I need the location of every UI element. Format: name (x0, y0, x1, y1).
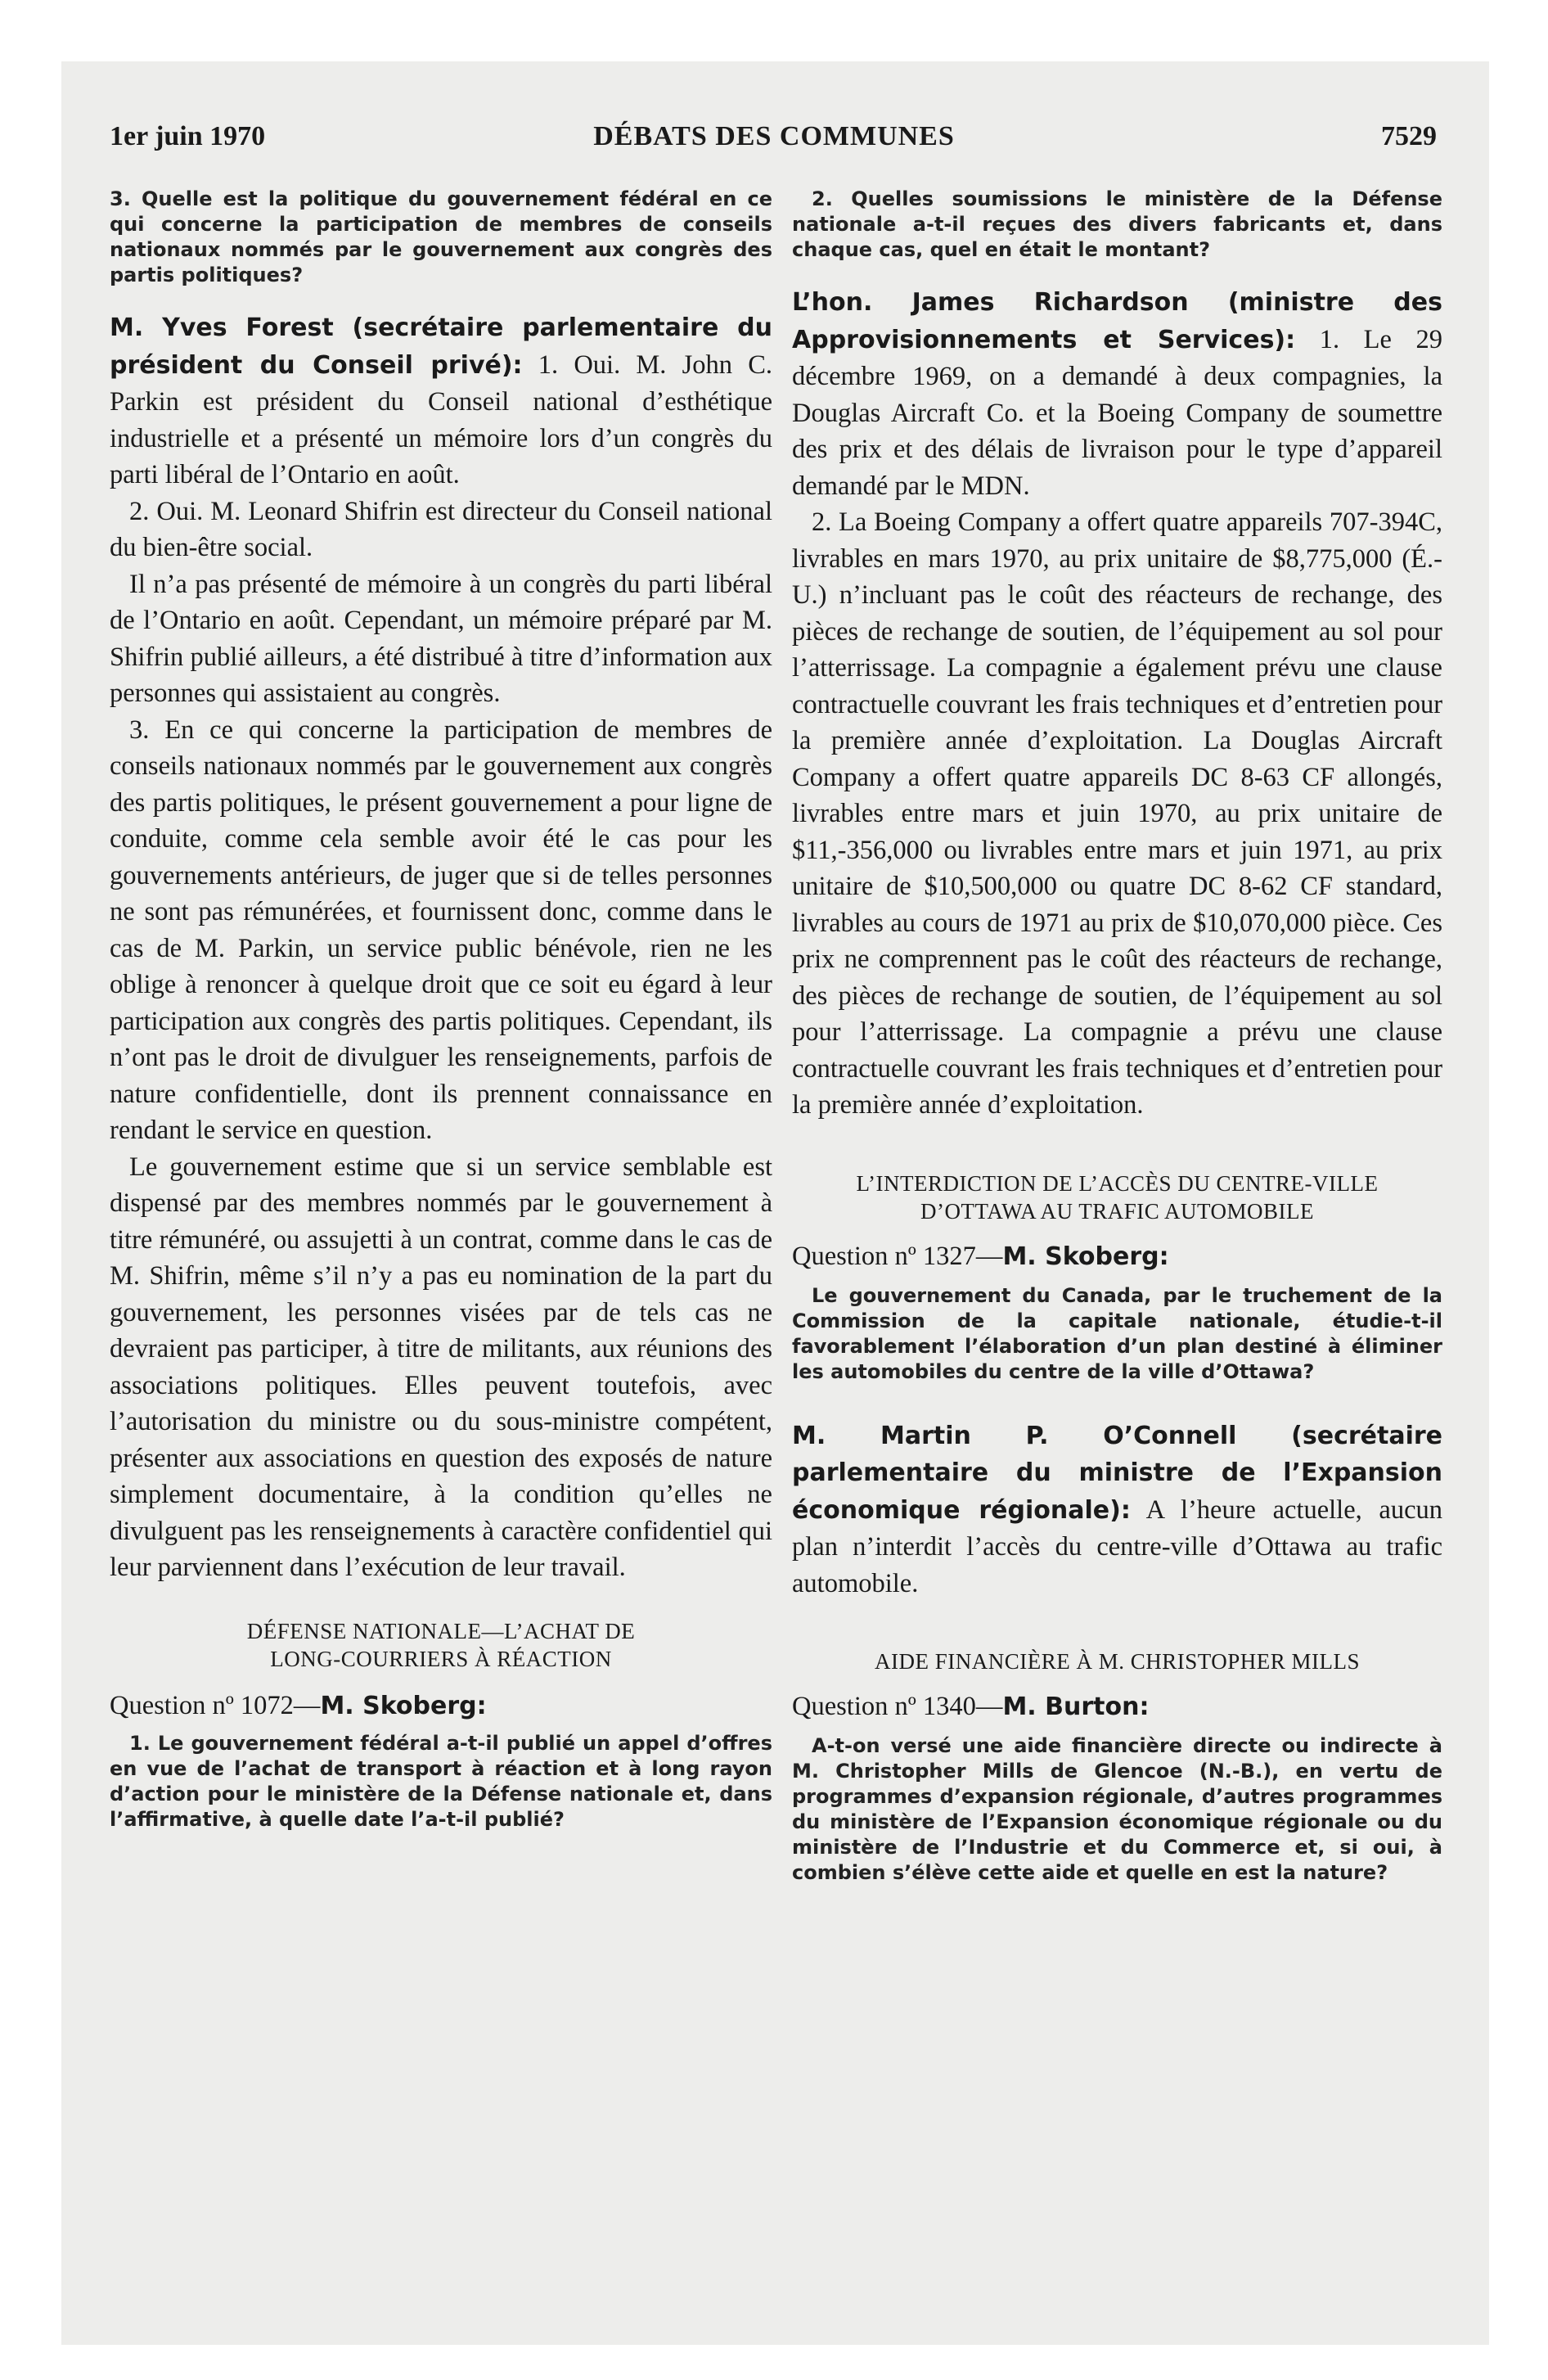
speaker-forest: M. Yves Forest (secrétaire parlementaire du président du Conseil privé): (110, 313, 772, 380)
question-label: Question nº 1327— (792, 1241, 1003, 1271)
section-heading-line: LONG-COURRIERS À RÉACTION (270, 1646, 612, 1671)
question-1072-heading (110, 1688, 772, 1724)
question-1340-heading (792, 1688, 1442, 1725)
question-1072-part-2: 2. Quelles soumissions le ministère de la Défense nationale a-t-il reçues des divers fabricants et, dans chaque cas, quel en était le montant? (792, 187, 1442, 261)
question-member: M. Burton: (1002, 1693, 1150, 1721)
speaker-richardson: L’hon. James Richardson (ministre des Approvisionnements et Services): (792, 288, 1442, 354)
question-1340-text: A-t-on versé une aide financière directe ou indirecte à M. Christopher Mills de Glencoe (N.-B.), en vertu de programmes d’expansion régionale, d’autres programmes du ministère de l’Expansion économique régionale ou du ministère de l’Industrie et du Commerce et, si oui, à combien s’élève cette aide et quelle en est la nature? (792, 1734, 1442, 1884)
answer-forest-text: 1. Oui. M. John C. Parkin est président du Conseil national d’esthétique industrielle et a présenté un mémoire lors d’un congrès du parti libéral de l’Ontario en août. (110, 349, 772, 489)
section-heading-defense (110, 1617, 772, 1673)
section-heading-line: DÉFENSE NATIONALE—L’ACHAT DE (246, 1618, 636, 1643)
question-1327-text: Le gouvernement du Canada, par le truchement de la Commission de la capitale nationale, étudie-t-il favorablement l’élaboration d’un plan destiné à éliminer les automobiles du centre de la ville d’Ottawa? (792, 1283, 1442, 1383)
right-column (792, 187, 1442, 1886)
answer-oconnell (792, 1418, 1442, 1602)
page-date: 1er juin 1970 (110, 121, 266, 151)
page-number: 7529 (1381, 121, 1437, 151)
question-label: Question nº 1340— (792, 1692, 1003, 1721)
left-column (110, 187, 772, 1832)
answer-forest (110, 309, 772, 494)
question-3: 3. Quelle est la politique du gouvernement fédéral en ce qui concerne la participation de membres de conseils nationaux nommés par le gouvernement aux congrès des partis politiques? (110, 187, 772, 286)
question-1072-part-1: 1. Le gouvernement fédéral a-t-il publié un appel d’offres en vue de l’achat de transport à réaction et à long rayon d’action pour le ministère de la Défense nationale et, dans l’affirmative, à quelle date l’a-t-il publié? (110, 1731, 772, 1831)
answer-paragraph-2: 2. Oui. M. Leonard Shifrin est directeur du Conseil national du bien-être social. (110, 496, 772, 562)
page-title: DÉBATS DES COMMUNES (593, 121, 955, 151)
question-member: M. Skoberg: (320, 1691, 487, 1720)
section-heading-mills (792, 1648, 1442, 1675)
section-heading-ottawa (792, 1170, 1442, 1225)
speaker-oconnell: M. Martin P. O’Connell (secrétaire parlementaire du ministre de l’Expansion économique régionale): (792, 1421, 1442, 1525)
section-heading-line: AIDE FINANCIÈRE À M. CHRISTOPHER MILLS (874, 1649, 1361, 1674)
section-heading-line: L’INTERDICTION DE L’ACCÈS DU CENTRE-VILLE (856, 1170, 1379, 1196)
answer-richardson-text: 1. Le 29 décembre 1969, on a demandé à deux compagnies, la Douglas Aircraft Co. et la Boeing Company de soumettre des prix et des délais de livraison pour le type d’appareil demandé par le MDN. (792, 324, 1442, 501)
answer-paragraph-3: Il n’a pas présenté de mémoire à un congrès du parti libéral de l’Ontario en août. Cependant, un mémoire préparé par M. Shifrin publié ailleurs, a été distribué à titre d’information aux personnes qui assistaient au congrès. (110, 569, 772, 708)
section-heading-line: D’OTTAWA AU TRAFIC AUTOMOBILE (920, 1198, 1314, 1224)
answer-oconnell-text: A l’heure actuelle, aucun plan n’interdit l’accès du centre-ville d’Ottawa au trafic automobile. (792, 1494, 1442, 1598)
question-member: M. Skoberg: (1002, 1242, 1169, 1271)
answer-paragraph-4: 3. En ce qui concerne la participation de membres de conseils nationaux nommés par le gouvernement aux congrès des partis politiques, le présent gouvernement a pour ligne de conduite, comme cela semble avoir été le cas pour les gouvernements antérieurs, de juger que si de telles personnes ne sont pas rémunérées, et fournissent donc, comme dans le cas de M. Parkin, un service public bénévole, rien ne les oblige à renoncer à quelque droit que ce soit eu égard à leur participation aux congrès des partis politiques. Cependant, ils n’ont pas le droit de divulguer les renseignements, parfois de nature confidentielle, dont ils prennent connaissance en rendant le service en question. (110, 714, 772, 1145)
answer-richardson (792, 284, 1442, 504)
question-label: Question nº 1072— (110, 1690, 321, 1720)
answer-richardson-paragraph-2: 2. La Boeing Company a offert quatre appareils 707-394C, livrables en mars 1970, au prix unitaire de $8,775,000 (É.-U.) n’incluant pas le coût des réacteurs de rechange, des pièces de rechange de soutien, de l’équipement au sol pour l’atterrissage. La compagnie a également prévu une clause contractuelle couvrant les frais techniques et d’entretien pour la première année d’exploitation. La Douglas Aircraft Company a offert quatre appareils DC 8-63 CF allongés, livrables entre mars et juin 1970, au prix unitaire de $11,-356,000 ou livrables entre mars et juin 1971, au prix unitaire de $10,500,000 ou quatre DC 8-62 CF standard, livrables au cours de 1971 au prix de $10,070,000 pièce. Ces prix ne comprennent pas le coût des réacteurs de rechange, des pièces de rechange de soutien, de l’équipement au sol pour l’atterrissage. La compagnie a prévu une clause contractuelle couvrant les frais techniques et d’entretien pour la première année d’exploitation. (792, 507, 1443, 1120)
answer-paragraph-5: Le gouvernement estime que si un service semblable est dispensé par des membres nommés par le gouvernement à titre rémunéré, ou assujetti à un contrat, comme dans le cas de M. Shifrin, même s’il n’y a pas eu nomination de la part du gouvernement, les personnes visées par de tels cas ne devraient pas participer, à titre de militants, aux réunions des associations politiques. Elles peuvent toutefois, avec l’autorisation du ministre ou du sous-ministre compétent, présenter aux associations en question des exposés de nature simplement documentaire, à la condition qu’elles ne divulguent pas les renseignements à caractère confidentiel qui leur parviennent dans l’exécution de leur travail. (110, 1152, 772, 1582)
question-1327-heading (792, 1238, 1442, 1275)
